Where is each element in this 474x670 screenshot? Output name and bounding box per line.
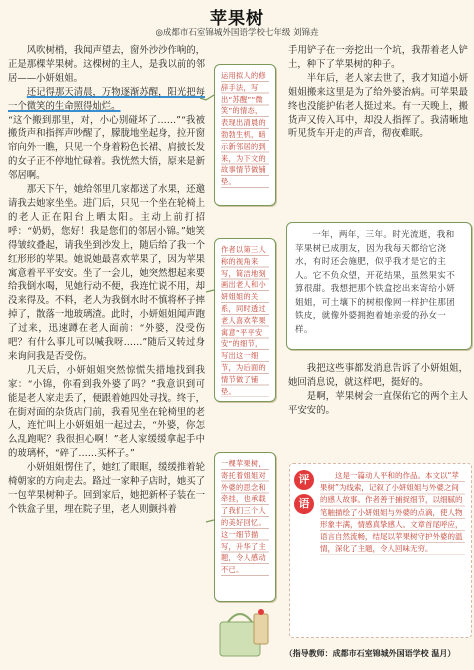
right-text-column-top	[288, 44, 468, 141]
note-text: 一年，两年，三年。时光流逝，我和苹果树已成朋友，因为我每天都给它浇水，有时还会施肥，似乎我才是它的主人。它不负众望，开花结果，虽然果实不算很甜。我想把那个铁盒挖出来寄给小妍姐姐，可土壤下的树根像网一样护住那团铁皮，就像外婆拥抱着她亲爱的孙女一样。	[295, 230, 456, 335]
paragraph: 小妍姐姐愣住了，她红了眼眶，缓缓推着轮椅朝家的方向走去。路过一家种子店时，她买了一包苹果树种子。回到家后，她把新杯子装在一个铁盒子里，埋在院子里，老人则颤抖着	[8, 462, 205, 515]
bag-illustration	[208, 600, 278, 660]
paragraph: 手用铲子在一旁挖出一个坑，我帮着老人铲土，种下了苹果树的种子。	[288, 45, 468, 70]
paragraph: “这个搬到那里，对，小心别碰坏了……”“我被搬货声和指挥声吵醒了，朦胧地坐起身，拉开窗帘向外一瞧，只见一个身着粉色长裙、肩披长发的女子正不停地忙碌着。我恍然大悟，原来是新邻居啊。	[8, 114, 205, 182]
left-text-column	[8, 44, 205, 517]
article-byline: ◎成都市石室锦城外国语学校七年级 刘锦垚	[155, 28, 319, 38]
review-text: 这是一篇动人平和的作品。本文以“苹果树”为线索，记叙了小妍姐姐与外婆之间的感人故事。作者善于捕捉细节，以细腻的笔触描绘了小妍姐姐与外婆的点滴，使人物形象丰满，情感真挚感人。文章首尾呼应，语言自然流畅，结尾以苹果树守护外婆的温情，深化了主题，令人回味无穷。	[320, 470, 465, 555]
review-badge-ping: 评	[294, 470, 314, 490]
review-badge-yu: 语	[294, 494, 314, 514]
margin-note-1	[214, 64, 276, 206]
margin-note-4	[286, 222, 472, 350]
teacher-credit: （指导教师：成都市石室锦城外国语学校 温月）	[284, 649, 456, 658]
paragraph: 是啊，苹果树会一直保佑它的两个主人平安安的。	[288, 390, 468, 416]
paragraph: 几天后，小妍姐姐突然惊慌失措地找到我家：“小锦，你看到我外婆了吗？”我意识到可能是老人家走丢了，便跟着她四处寻找。终于，在街对面的杂货店门前，我看见坐在轮椅里的老人，连忙叫上小妍姐姐一起过去，“外婆，你怎么乱跑呢？我很担心啊！”老人家缓缓拿起手中的玻璃杯，“碎了……买杯子。”	[8, 364, 205, 460]
highlight-paragraph: 还记得那天清晨，万物逐渐苏醒，阳光把每一个微笑的生命照得灿烂。	[8, 86, 205, 112]
review-box	[289, 463, 472, 638]
paragraph: 半年后，老人家去世了，我才知道小妍姐姐搬来这里是为了给外婆治病。可苹果最终也没能护佑老人挺过来。有一天晚上，搬货声又传入耳中，却没人指挥了。我清晰地听见货车开走的声音，彻夜难眠。	[288, 72, 468, 140]
margin-note-2	[214, 238, 276, 402]
right-text-column-mid	[288, 362, 468, 418]
paragraph: 那天下午，她给邻里几家都送了水果，还邀请我去她家坐坐。进门后，只见一个坐在轮椅上的老人正在阳台上晒太阳。主动上前打招呼：“奶奶，您好！我是您们的邻居小锦。”她笑得皱纹叠起，请我坐到沙发上，随后给了我一个红形形的苹果。她说她最喜欢苹果了，因为苹果寓意着平平安安。坐了一会儿，她突然想起来要给我倒水喝，见她行动不便，我连忙说不用，却没来得及。不料，老人为我倒水时不慎将杯子摔掉了，散落一地玻璃渣。此时，小妍姐姐闻声跑了过来，迅速蹲在老人面前：“外婆，没受伤吧？有什么事儿可以喊我呀……”随后又转过身来询问我是否受伤。	[8, 184, 205, 362]
article-title: 苹果树	[210, 9, 264, 29]
paragraph: 风吹树梢，我闻声望去，窗外沙沙作响的，正是那棵苹果树。这棵树的主人，是我以前的邻居——小妍姐姐。	[8, 45, 205, 84]
margin-note-3	[214, 452, 276, 602]
note-text: 运用拟人的修辞手法，写出“苏醒”“微笑”的情态，表现出清晨的勃勃生机，暗示新邻居的到来，为下文的故事情节做铺垫。	[221, 70, 269, 188]
note-text: 一棵苹果树，寄托着姐姐对外婆的思念和牵挂，也承载了我们三个人的美好回忆。这一细节描写，升华了主题，令人感动不已。	[221, 458, 269, 576]
paragraph: 我把这些事都发消息告诉了小妍姐姐，她回消息说，就这样吧，挺好的。	[288, 363, 468, 388]
note-text: 作者以第三人称的视角来写，简洁地刻画出老人和小妍姐姐的关系，同时透过老人喜欢苹果寓意“平平安安”的细节，写出这一细节，为后面的情节做了铺垫。	[221, 244, 269, 397]
